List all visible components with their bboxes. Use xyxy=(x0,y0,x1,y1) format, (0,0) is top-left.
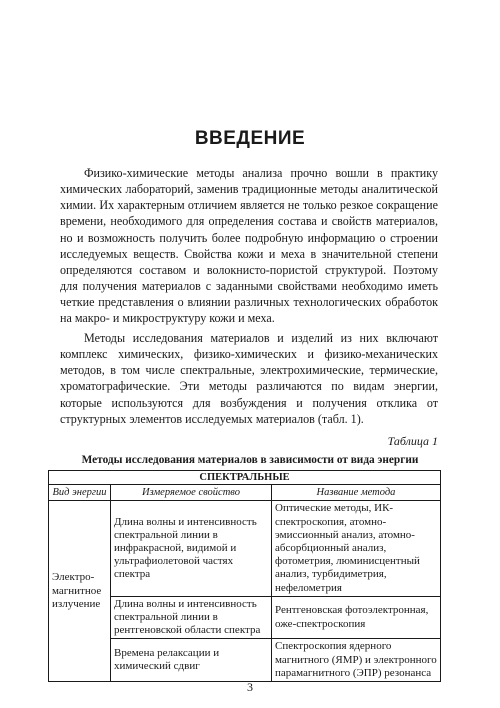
property-cell: Длина волны и интенсивность спектральной линии в рентгеновской области спектра xyxy=(111,596,272,639)
paragraph-2: Методы исследования материалов и изделий из них включают комплекс химических, физико-химических и физико-механических методов, в том числе спектральные, электрохимические, термические, хроматографические. Эти методы различаются по видам энергии, которые используются для возбуждения и получения отклика от структурных элементов исследуемых материалов (табл. 1). xyxy=(60,331,438,426)
method-cell: Оптические методы, ИК-спектроскопия, атомно-эмиссионный анализ, атомно-абсорбционный анализ, фотометрия, люминисцентный анализ, турбидиметрия, нефелометрия xyxy=(272,501,441,596)
table-header-row xyxy=(49,485,441,501)
paragraph-1: Физико-химические методы анализа прочно вошли в практику химических лабораторий, заменив традиционные методы аналитической химии. Их характерным отличием является не только резкое сокращение времени, необходимого для определения состава и свойств материалов, но и возможность получить более подробную информацию о строении исследуемых веществ. Свойства кожи и меха в значительной степени определяются составом и волокнисто-пористой структурой. Поэтому для получения материалов с заданными свойствами необходимо иметь четкие представления о влиянии различных технологических обработок на макро- и микроструктуру кожи и меха. xyxy=(60,166,438,326)
method-cell: Рентгеновская фотоэлектронная, оже-спектроскопия xyxy=(272,596,441,639)
page-number: 3 xyxy=(247,680,253,694)
energy-cell: Электро-магнитное излучение xyxy=(49,501,111,682)
table-section-label: СПЕКТРАЛЬНЫЕ xyxy=(49,471,441,485)
table-section-row xyxy=(49,471,441,485)
header-energy: Вид энергии xyxy=(49,485,111,501)
property-cell: Длина волны и интенсивность спектральной линии в инфракрасной, видимой и ультрафиолетовой частях спектра xyxy=(111,501,272,596)
section-heading: ВВЕДЕНИЕ xyxy=(194,128,306,149)
method-cell: Спектроскопия ядерного магнитного (ЯМР) и электронного парамагнитного (ЭПР) резонанса xyxy=(272,639,441,682)
header-method: Название метода xyxy=(272,485,441,501)
property-cell: Времена релаксации и химический сдвиг xyxy=(111,639,272,682)
methods-table xyxy=(48,470,441,682)
table-number: Таблица 1 xyxy=(387,434,438,448)
header-property: Измеряемое свойство xyxy=(111,485,272,501)
table-row xyxy=(49,501,441,596)
table-title: Методы исследования материалов в зависимости от вида энергии xyxy=(81,454,419,466)
